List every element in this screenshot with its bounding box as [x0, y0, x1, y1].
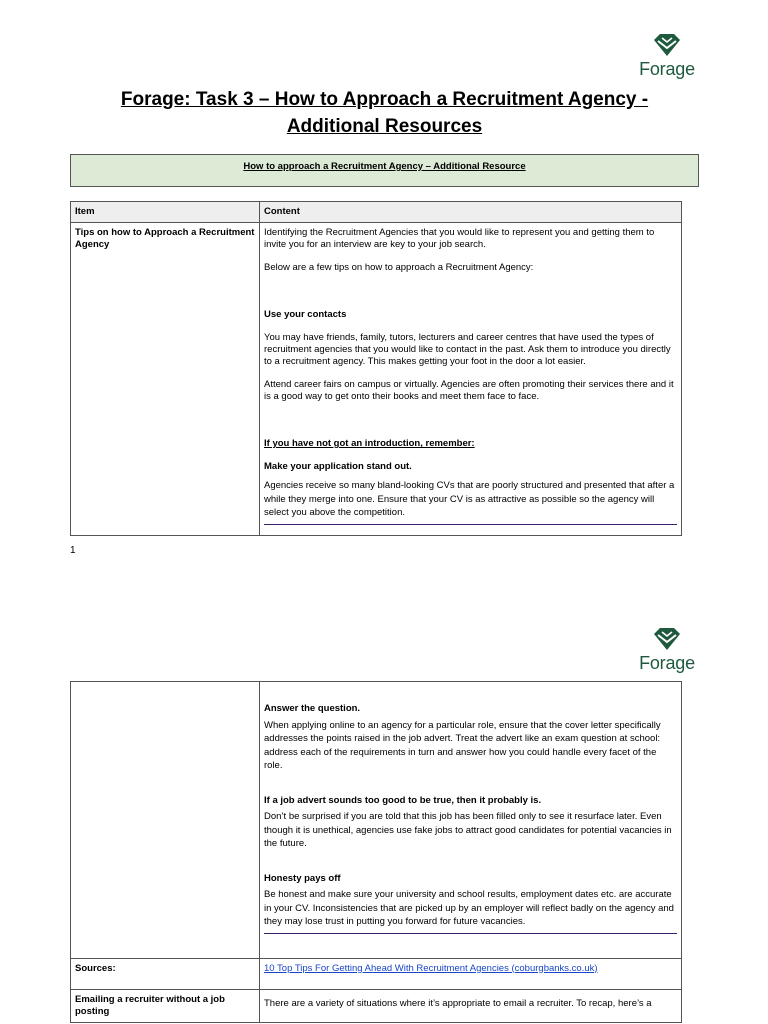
emailing-content: There are a variety of situations where it’s appropriate to email a recruiter. To recap, here’s a	[260, 989, 682, 1022]
subheading: If you have not got an introduction, remember:	[264, 438, 475, 449]
subheading: Use your contacts	[264, 309, 347, 320]
forage-leaf-icon	[653, 627, 681, 651]
resources-table	[70, 201, 682, 536]
header-content: Content	[260, 202, 682, 223]
forage-wordmark: Forage	[639, 59, 695, 79]
table-row	[71, 223, 682, 536]
table-row	[71, 682, 682, 959]
divider	[264, 933, 677, 934]
table-row	[71, 958, 682, 989]
divider	[264, 524, 677, 525]
section-banner: How to approach a Recruitment Agency – Additional Resource	[70, 154, 699, 187]
table-row	[71, 989, 682, 1022]
forage-leaf-icon	[653, 33, 681, 57]
resources-table-continued	[70, 681, 682, 1023]
subheading: Make your application stand out.	[264, 461, 412, 472]
table-header-row	[71, 202, 682, 223]
header-item: Item	[71, 202, 260, 223]
sources-content	[260, 958, 682, 989]
emailing-label: Emailing a recruiter without a job posting	[71, 989, 260, 1022]
row-item-label: Tips on how to Approach a Recruitment Agency	[71, 223, 260, 536]
document-title: Forage: Task 3 – How to Approach a Recruitment Agency - Additional Resources	[120, 89, 649, 137]
forage-logo	[632, 33, 702, 78]
forage-wordmark: Forage	[639, 653, 695, 673]
sources-link[interactable]: 10 Top Tips For Getting Ahead With Recruitment Agencies (coburgbanks.co.uk)	[264, 962, 598, 974]
row-content: Answer the question. When applying online to an agency for a particular role, ensure that the cover letter specifically addresses the points raised in the job advert. Treat the advert like an exam question at school: address each of the requirements in turn and answer how you could handle every facet of the role. If a job advert sounds too good to be true, then it probably is. Don’t be surprised if you are told that this job has been filled only to see it resurface later. Even though it is unethical, agencies use fake jobs to attract good candidates for potential vacancies in the future. Honesty pays off Be honest and make sure your university and school results, employment dates etc. are accurate in your CV. Inconsistencies that are picked up by an employer will reflect badly on the agency and they may lose trust in putting you forward for future vacancies.	[260, 682, 682, 959]
page-number: 1	[70, 545, 76, 556]
forage-logo	[632, 627, 702, 672]
row-content: Identifying the Recruitment Agencies that you would like to represent you and getting them to invite you for an interview are key to your job search. Below are a few tips on how to approach a Recruitment Agency: Use your contacts You may have friends, family, tutors, lecturers and career centres that have used the types of recruitment agencies that you would like to contact in the past. Ask them to introduce you directly to a recruitment agency. This makes getting your foot in the door a lot easier. Attend career fairs on campus or virtually. Agencies are often promoting their services there and it is a good way to get onto their books and meet them face to face. If you have not got an introduction, remember: Make your application stand out. Agencies receive so many bland-looking CVs that are poorly structured and presented that after a while they merge into one. Ensure that your CV is as attractive as possible so the agency will select you above the competition.	[260, 223, 682, 536]
row-item-label	[71, 682, 260, 959]
sources-label: Sources:	[71, 958, 260, 989]
